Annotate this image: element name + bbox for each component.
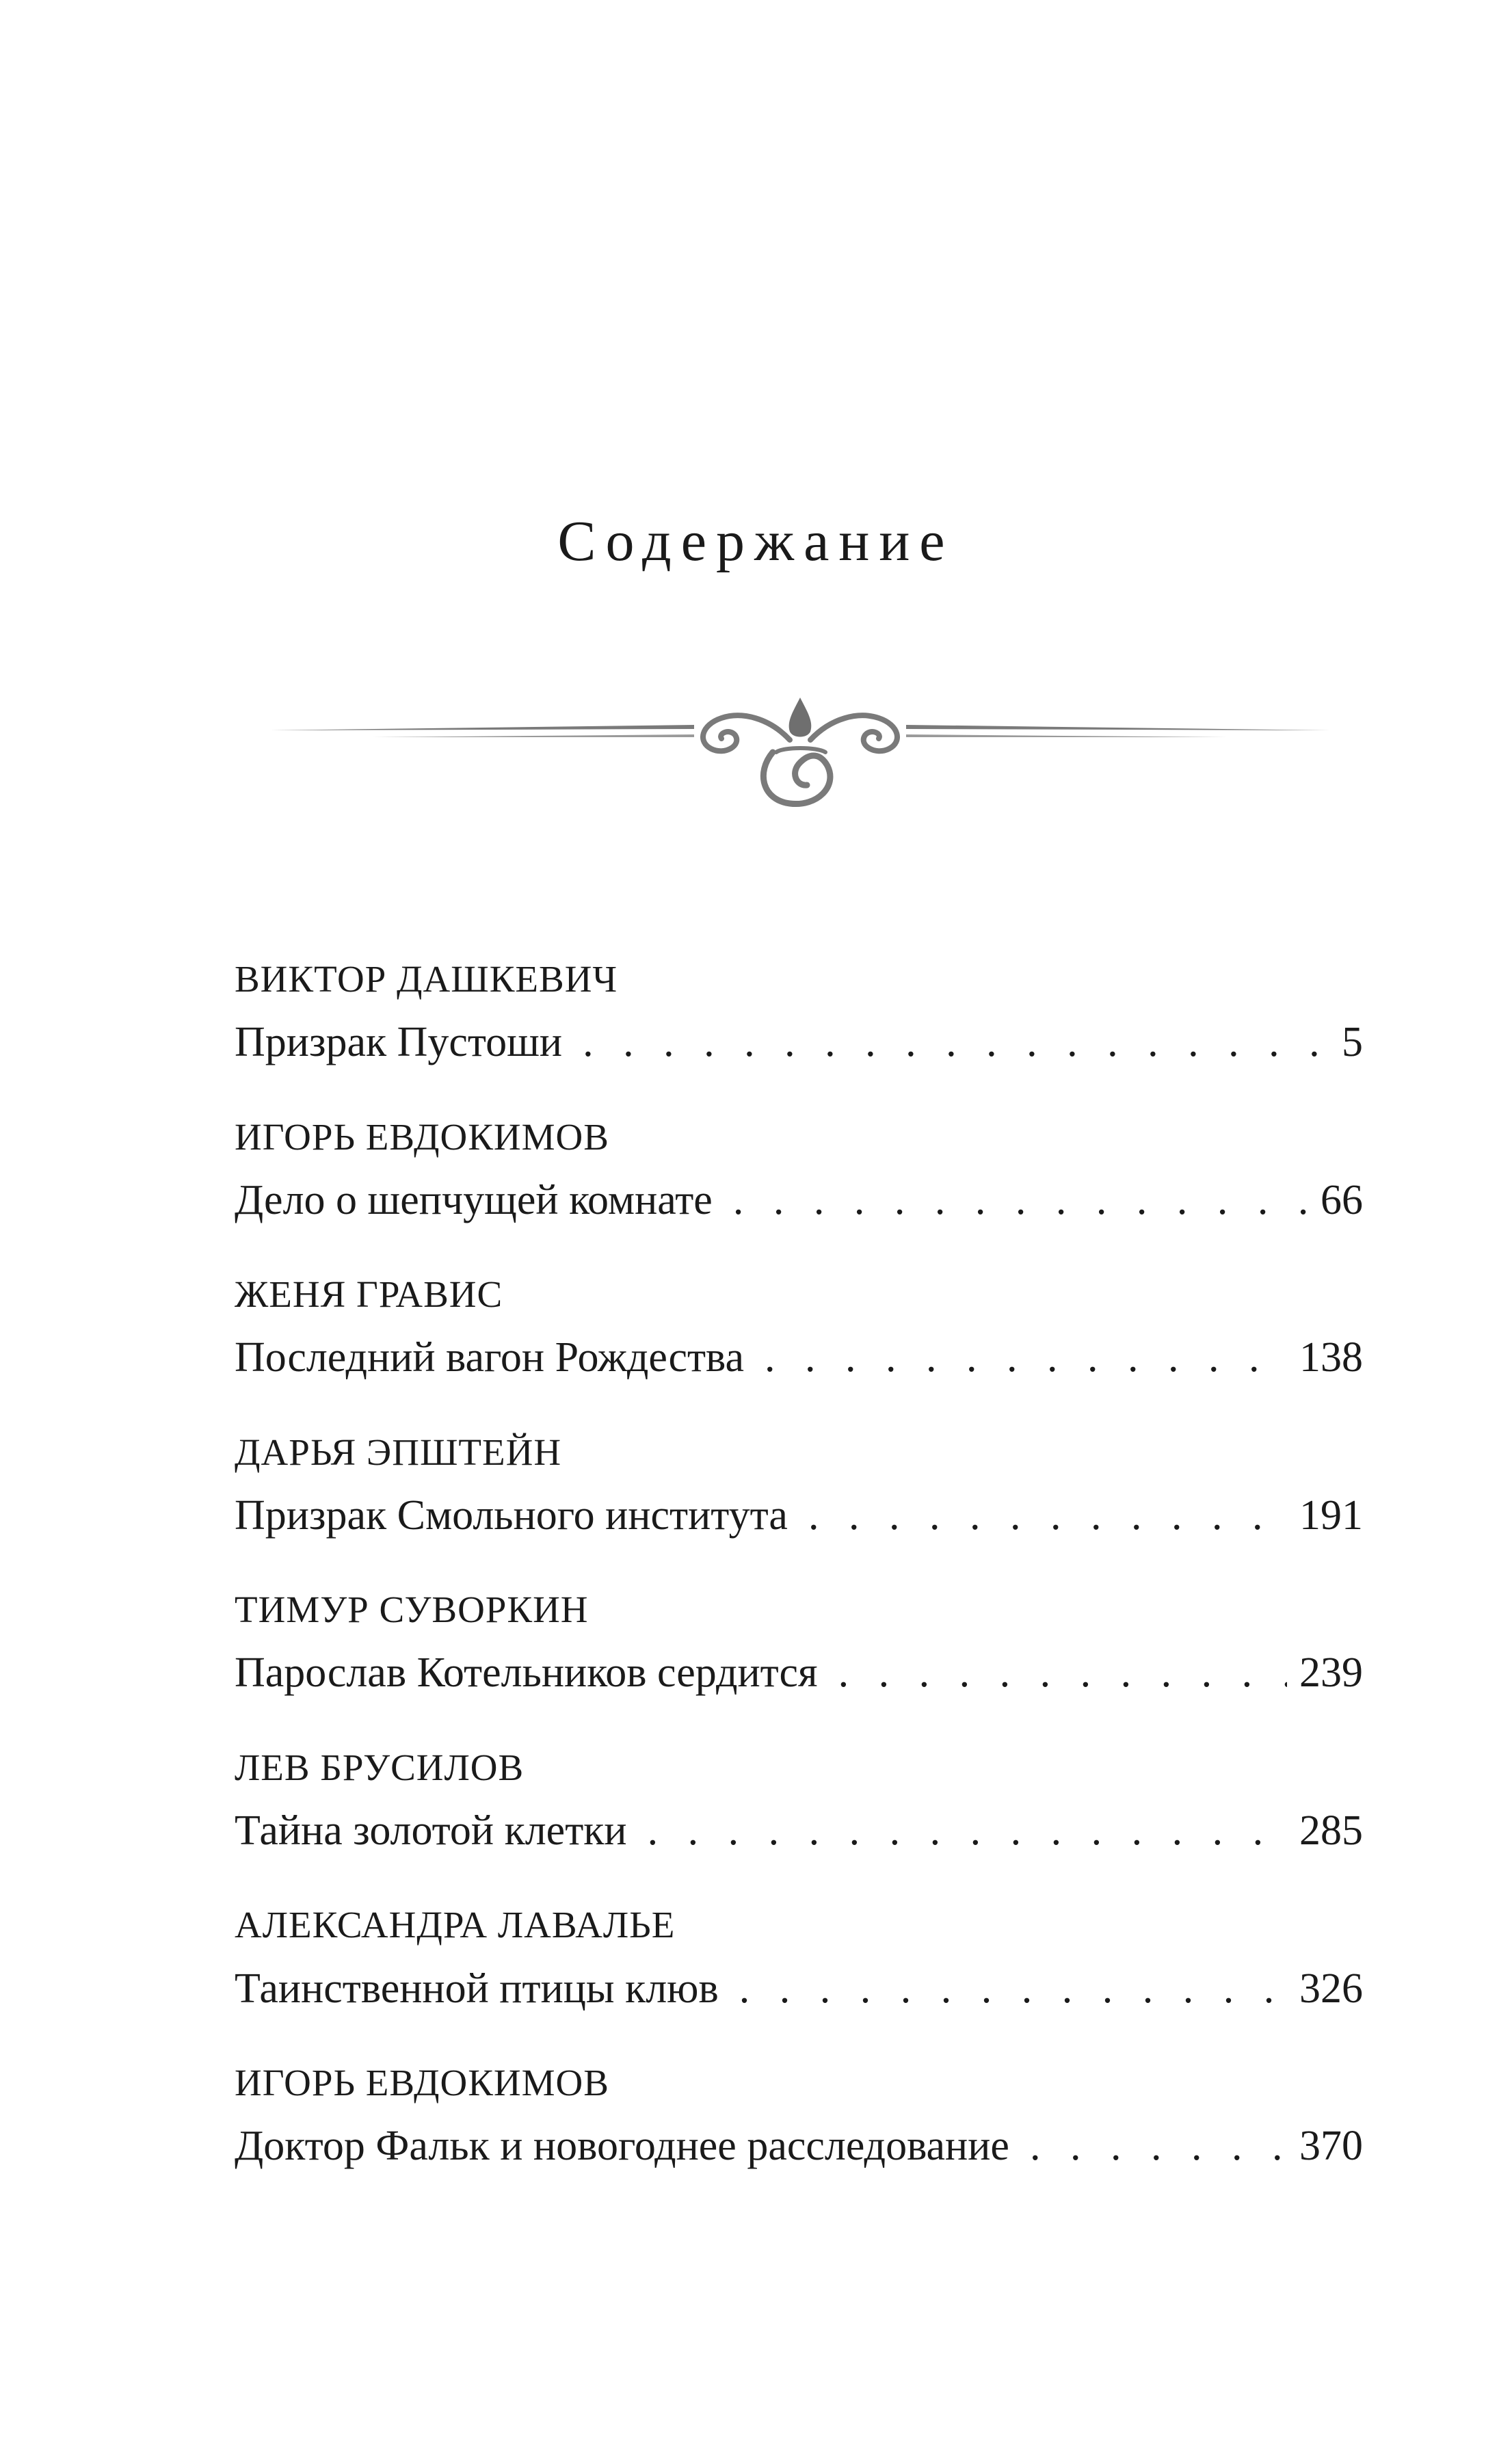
page-title: Содержание [557, 509, 955, 573]
toc-page-number: 326 [1299, 1965, 1363, 2012]
toc-entry[interactable] [235, 1115, 1363, 1225]
toc-author: АЛЕКСАНДРА ЛАВАЛЬЕ [235, 1904, 676, 1946]
toc-leader-dots [733, 1176, 1308, 1225]
toc-entry[interactable] [235, 957, 1363, 1067]
toc-title: Доктор Фальк и новогоднее расследование [235, 2123, 1009, 2170]
toc-entry[interactable] [235, 1431, 1363, 1541]
toc-author: ДАРЬЯ ЭПШТЕЙН [235, 1431, 562, 1473]
toc-entry[interactable] [235, 1903, 1363, 2013]
toc-entry[interactable] [235, 2061, 1363, 2171]
toc-page-number: 191 [1299, 1491, 1363, 1539]
toc-title: Парослав Котельников сердится [235, 1649, 818, 1697]
toc-leader-dots [838, 1649, 1287, 1697]
toc-author: ИГОРЬ ЕВДОКИМОВ [235, 1115, 609, 1158]
toc-title: Дело о шепчущей комнате [235, 1176, 713, 1223]
toc-leader-dots [739, 1965, 1287, 2013]
toc-page-number: 138 [1299, 1334, 1363, 1381]
toc-author: ТИМУР СУВОРКИН [235, 1589, 589, 1631]
toc-author: ЛЕВ БРУСИЛОВ [235, 1746, 525, 1788]
toc-leader-dots [583, 1018, 1329, 1067]
toc-page-number: 5 [1342, 1019, 1363, 1066]
toc-entry[interactable] [235, 1273, 1363, 1383]
toc-title: Последний вагон Рождества [235, 1334, 745, 1381]
toc-title: Призрак Смольного института [235, 1491, 788, 1539]
toc-title: Таинственной птицы клюв [235, 1965, 719, 2012]
toc-author: ЖЕНЯ ГРАВИС [235, 1273, 503, 1316]
toc-page-number: 66 [1321, 1176, 1363, 1223]
toc-leader-dots [648, 1807, 1287, 1855]
toc-page-number: 285 [1299, 1807, 1363, 1854]
toc-leader-dots [1030, 2122, 1287, 2171]
toc-page-number: 239 [1299, 1649, 1363, 1697]
toc-entry[interactable] [235, 1746, 1363, 1856]
toc-leader-dots [765, 1333, 1287, 1382]
toc-author: ИГОРЬ ЕВДОКИМОВ [235, 2061, 609, 2103]
toc-author: ВИКТОР ДАШКЕВИЧ [235, 958, 618, 1000]
toc-page-number: 370 [1299, 2123, 1363, 2170]
toc-title: Призрак Пустоши [235, 1019, 563, 1066]
table-of-contents [235, 957, 1363, 2218]
toc-title: Тайна золотой клетки [235, 1807, 627, 1854]
ornament-divider [270, 698, 1330, 814]
toc-entry[interactable] [235, 1588, 1363, 1698]
toc-leader-dots [808, 1491, 1287, 1540]
